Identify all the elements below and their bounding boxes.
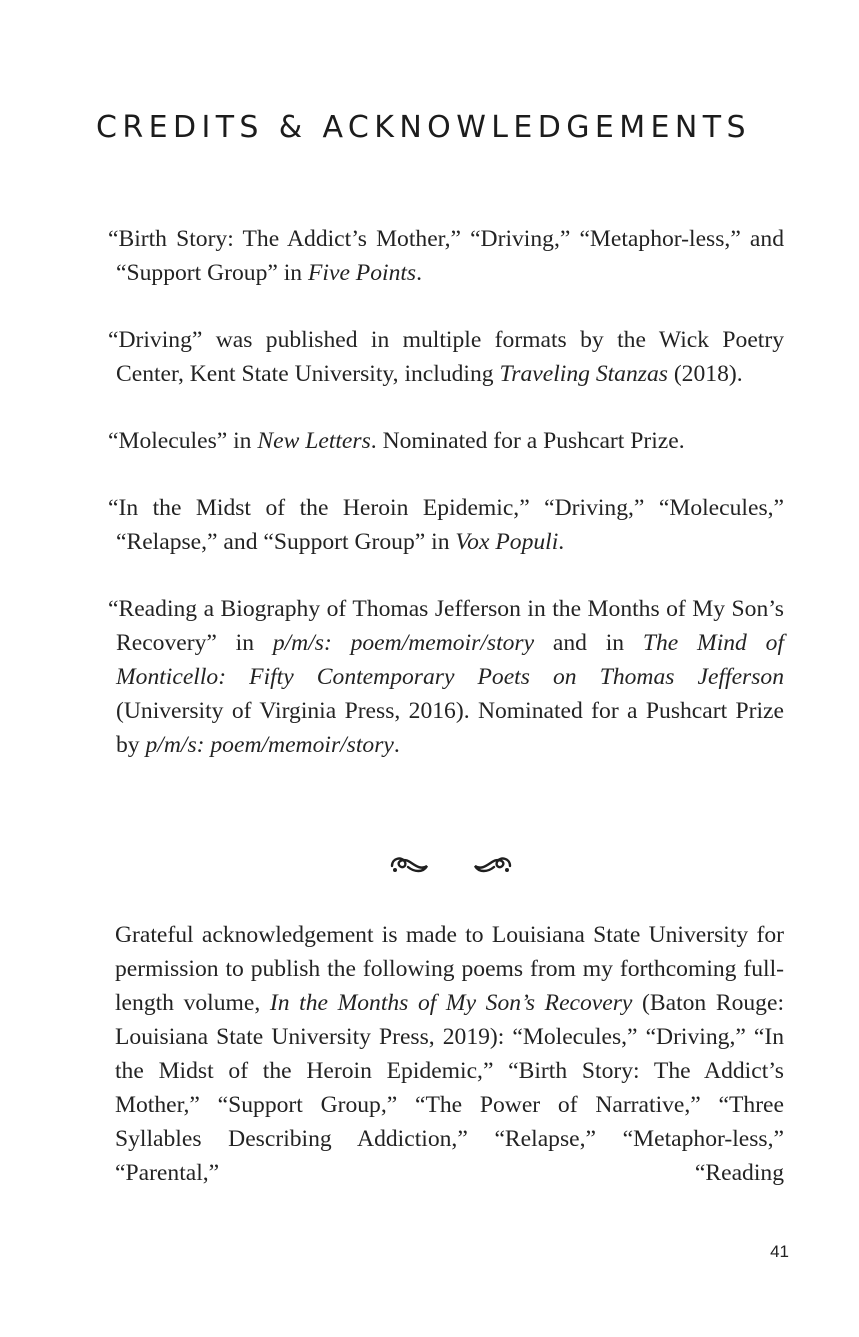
publication-title: Vox Populi [455,529,559,555]
book-title: In the Months of My Son’s Recovery [269,990,633,1016]
credit-text: and in [534,630,643,656]
credit-entry [108,592,784,762]
publication-title: Traveling Stanzas [499,361,668,387]
acknowledgement-paragraph [115,918,784,1190]
credit-entry [108,424,784,458]
credit-text: “In the Midst of the Heroin Epidemic,” “Driving,” “Molecules,” “Relapse,” and “Support Group” in [108,495,784,555]
publication-title: The Mind of Monticello: Fifty Contemporary Poets on Thomas Jefferson [116,630,784,690]
page-number: 41 [770,1242,789,1261]
acknowledgement-text: Grateful acknowledgement is made to Louisiana State University for permission to publish the following poems from my forthcoming full-length volume, [115,922,784,1016]
publication-title: Five Points [308,260,417,286]
credit-entry [108,323,784,391]
credit-text: “Molecules” in [108,428,258,454]
credits-list [108,222,784,795]
flourish-left-icon [388,849,430,877]
credit-text: . [416,260,423,286]
credit-text: “Driving” was published in multiple formats by the Wick Poetry Center, Kent State University, including [108,327,784,387]
credit-text: “Birth Story: The Addict’s Mother,” “Driving,” “Metaphor-less,” and “Support Group” in [108,226,784,286]
credit-text: . Nominated for a Pushcart Prize. [370,428,685,454]
flourish-right-icon [472,849,514,877]
credit-text: . [393,732,400,758]
credit-text: . [558,529,565,555]
credit-text: (2018). [667,361,743,387]
credit-entry [108,491,784,559]
acknowledgement-text: (Baton Rouge: Louisiana State University Press, 2019): “Molecules,” “Driving,” “In the Midst of the Heroin Epidemic,” “Birth Story: The Addict’s Mother,” “Support Group,” “The Power of Narrative,” “Three Syllables Describing Addiction,” “Relapse,” “Metaphor-less,” “Parental,” “Reading [115,990,784,1186]
page-title: CREDITS & ACKNOWLEDGEMENTS [96,110,751,145]
publication-title: p/m/s: poem/memoir/story [272,630,535,656]
publication-title: p/m/s: poem/memoir/story [145,732,394,758]
credit-text: “Reading a Biography of Thomas Jefferson in the Months of My Son’s Recovery” in [108,596,784,656]
publication-title: New Letters [257,428,371,454]
credit-text: (University of Virginia Press, 2016). Nominated for a Pushcart Prize by [116,698,784,758]
credit-entry [108,222,784,290]
section-divider-ornament [388,846,514,880]
